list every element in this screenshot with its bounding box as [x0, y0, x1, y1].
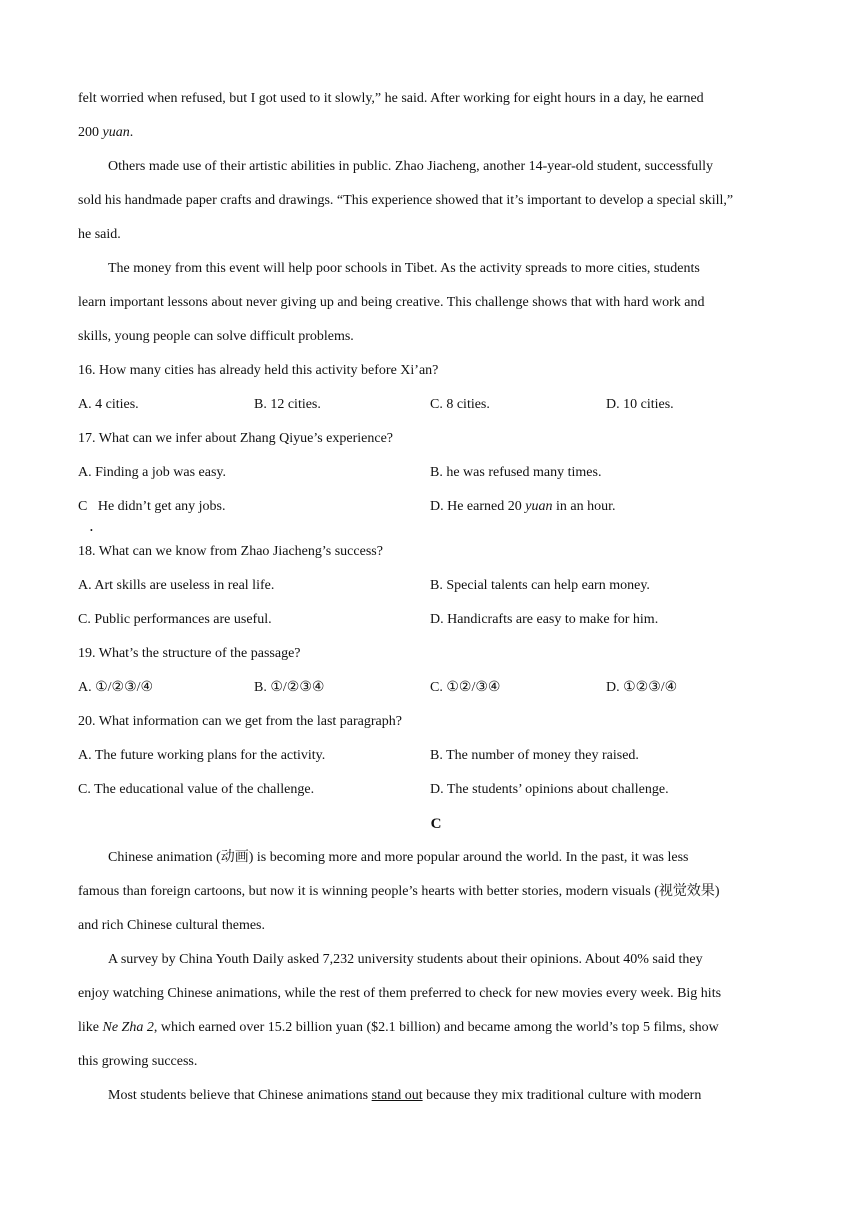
- question-16-options: [78, 388, 794, 422]
- like-word: like: [78, 1020, 103, 1035]
- q17-option-b: B. he was refused many times.: [430, 465, 602, 480]
- q17-option-d: [430, 490, 782, 535]
- q16-option-c: C. 8 cities.: [430, 397, 490, 412]
- q17-d-text-end: in an hour.: [552, 499, 616, 514]
- period: .: [129, 125, 134, 140]
- passage-c-p2-line3: [78, 1011, 794, 1045]
- q18-option-c: C. Public performances are useful.: [78, 612, 272, 627]
- p2-line3-rest: , which earned over 15.2 billion yuan ($2.1 billion) and became among the world’s top 5 films, show: [153, 1020, 719, 1035]
- passage-b-p3-line3: skills, young people can solve difficult problems.: [78, 329, 354, 344]
- question-17-options-row1: [78, 456, 794, 490]
- passage-b-p3-line1: The money from this event will help poor schools in Tibet. As the activity spreads to more cities, students: [108, 261, 700, 276]
- question-18-options-row2: [78, 603, 794, 637]
- p3-line1-start: Most students believe that Chinese animations: [108, 1088, 372, 1103]
- q19-option-a: A. ①/②③/④: [78, 680, 154, 695]
- q19-option-d: D. ①②③/④: [606, 680, 678, 695]
- passage-c-p1-line2: famous than foreign cartoons, but now it is winning people’s hearts with better stories, modern visuals (视觉效果): [78, 884, 720, 899]
- passage-b-p2-line1: Others made use of their artistic abilities in public. Zhao Jiacheng, another 14-year-old student, successfully: [108, 159, 714, 174]
- passage-b-p3-line2: learn important lessons about never giving up and being creative. This challenge shows that with hard work and: [78, 295, 705, 310]
- question-16-title: 16. How many cities has already held this activity before Xi’an?: [78, 363, 439, 378]
- question-17-title: 17. What can we infer about Zhang Qiyue’s experience?: [78, 431, 393, 446]
- question-18-options-row1: [78, 569, 794, 603]
- yuan-word: yuan: [525, 499, 553, 514]
- passage-c-p1-line3: and rich Chinese cultural themes.: [78, 918, 265, 933]
- passage-b-p1-line1: felt worried when refused, but I got used to it slowly,” he said. After working for eight hours in a day, he earned: [78, 91, 704, 106]
- passage-c-p2-line4: this growing success.: [78, 1054, 198, 1069]
- underlined-phrase: stand out: [371, 1088, 423, 1103]
- q18-option-a: A. Art skills are useless in real life.: [78, 578, 275, 593]
- passage-c-p2-line2: enjoy watching Chinese animations, while the rest of them preferred to check for new movies every week. Big hits: [78, 986, 722, 1001]
- question-17-options-row2: [78, 490, 794, 535]
- q17-option-c: C He didn’t get any jobs.: [78, 499, 226, 514]
- question-19-options: [78, 671, 794, 705]
- question-20-options-row2: [78, 773, 794, 807]
- passage-c-p1-line1: Chinese animation (动画) is becoming more and more popular around the world. In the past, it was less: [108, 850, 689, 865]
- yuan-word: yuan: [102, 125, 130, 140]
- passage-c-p2-line1: A survey by China Youth Daily asked 7,232 university students about their opinions. About 40% said they: [108, 952, 703, 967]
- q20-option-b: B. The number of money they raised.: [430, 748, 639, 763]
- question-20-options-row1: [78, 739, 794, 773]
- q16-option-d: D. 10 cities.: [606, 397, 674, 412]
- stray-dot-mark: •: [90, 526, 93, 535]
- question-20-title: 20. What information can we get from the last paragraph?: [78, 714, 402, 729]
- q16-option-a: A. 4 cities.: [78, 397, 139, 412]
- p3-line1-end: because they mix traditional culture with modern: [422, 1088, 702, 1103]
- q20-option-a: A. The future working plans for the activity.: [78, 748, 326, 763]
- passage-b-p2-line3: he said.: [78, 227, 121, 242]
- q17-option-a: A. Finding a job was easy.: [78, 465, 227, 480]
- q20-option-d: D. The students’ opinions about challenge.: [430, 782, 669, 797]
- question-19-title: 19. What’s the structure of the passage?: [78, 646, 301, 661]
- passage-c-p3-line1: [78, 1079, 794, 1113]
- q17-d-text: D. He earned 20: [430, 499, 526, 514]
- passage-c-heading: C: [430, 816, 442, 832]
- q18-option-d: D. Handicrafts are easy to make for him.: [430, 612, 659, 627]
- q20-option-c: C. The educational value of the challenge.: [78, 782, 315, 797]
- q19-option-b: B. ①/②③④: [254, 680, 325, 695]
- passage-b-p2-line2: sold his handmade paper crafts and drawings. “This experience showed that it’s important to develop a special skill,”: [78, 193, 734, 208]
- exam-page: [78, 82, 794, 1113]
- q16-option-b: B. 12 cities.: [254, 397, 321, 412]
- q19-option-c: C. ①②/③④: [430, 680, 501, 695]
- earned-amount: 200: [78, 125, 103, 140]
- q18-option-b: B. Special talents can help earn money.: [430, 578, 650, 593]
- passage-b-p1-line2: [78, 116, 794, 150]
- question-18-title: 18. What can we know from Zhao Jiacheng’s success?: [78, 544, 383, 559]
- movie-title: Ne Zha 2: [102, 1020, 154, 1035]
